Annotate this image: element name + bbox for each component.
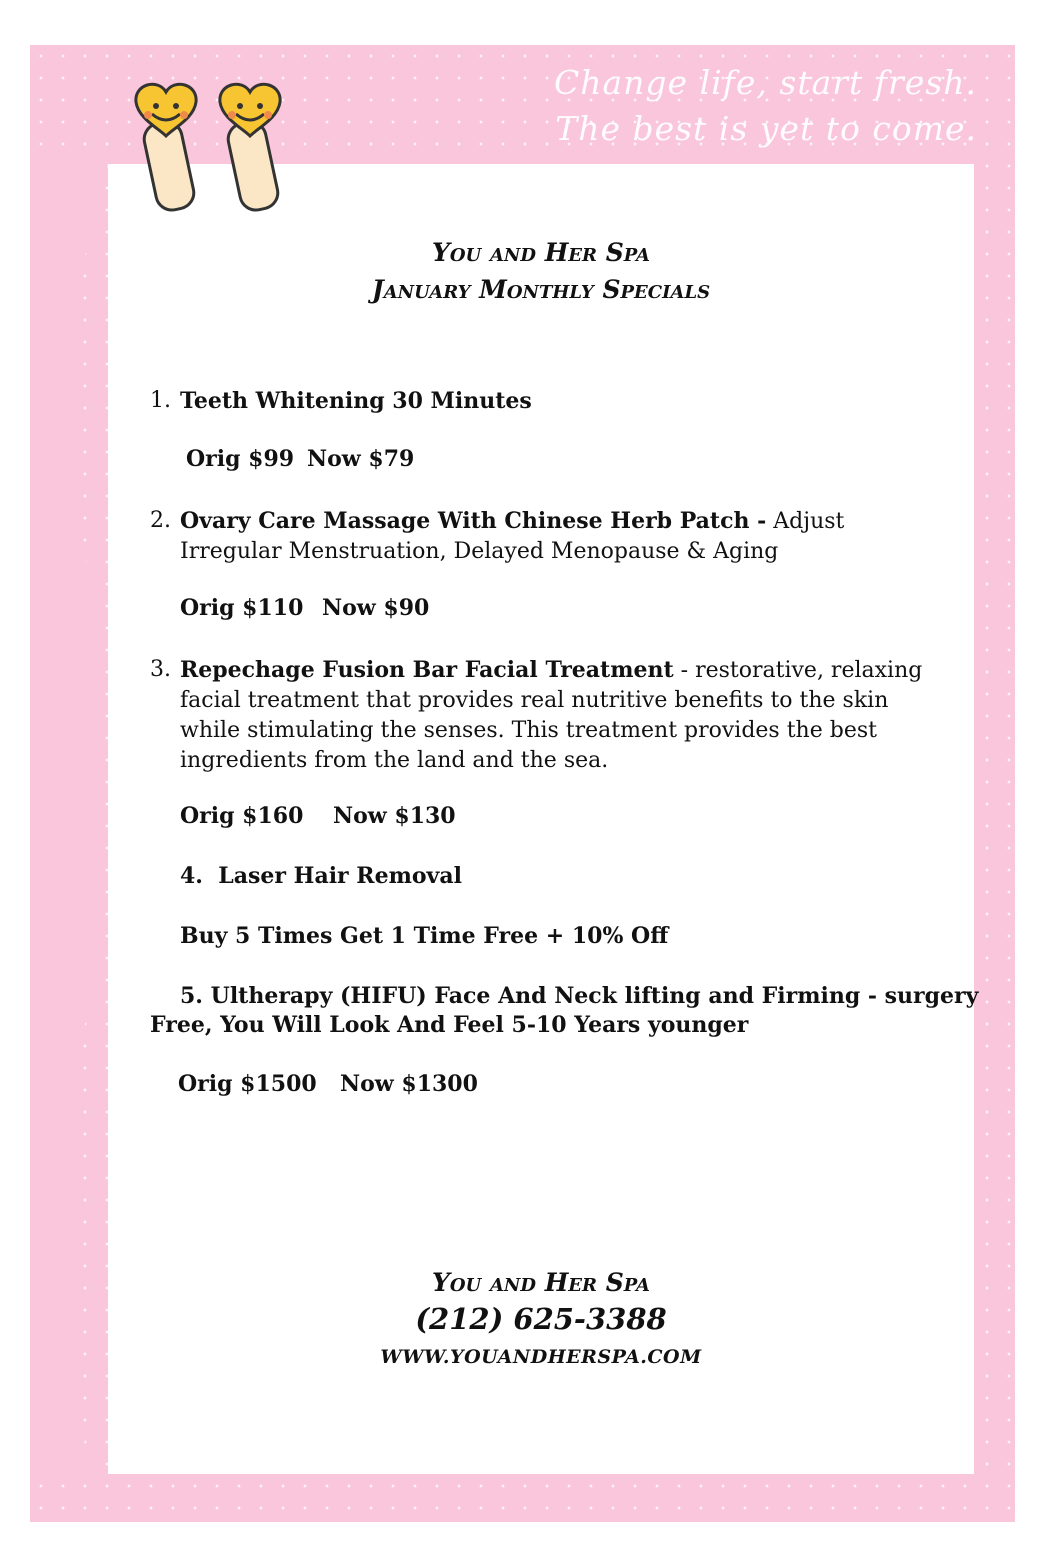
item-number: 1. xyxy=(150,388,171,413)
tagline-line1: Change life, start fresh. xyxy=(554,63,977,102)
orig-price: Orig $160 xyxy=(180,803,304,829)
special-item-5 xyxy=(180,983,978,1009)
spa-title: You and Her Spa xyxy=(432,238,650,267)
wave-border xyxy=(30,164,110,1474)
item-name: Repechage Fusion Bar Facial Treatment xyxy=(180,657,674,683)
item-description: - restorative, relaxing facial treatment that provides real nutritive benefits to the skin while stimulating the senses. This treatment provides the best ingredients from the land and the sea. xyxy=(180,658,923,773)
now-price: Now $79 xyxy=(307,446,415,472)
item-name-continued: Free, You Will Look And Feel 5-10 Years younger xyxy=(150,1012,749,1038)
item-name: Ovary Care Massage With Chinese Herb Patch - xyxy=(180,508,767,534)
footer-website: WWW.YOUANDHERSPA.COM xyxy=(380,1346,702,1368)
now-price: Now $130 xyxy=(333,803,456,829)
tagline xyxy=(554,60,977,152)
footer-phone: (212) 625-3388 xyxy=(415,1302,667,1336)
item-description: Adjust Irregular Menstruation, Delayed Menopause & Aging xyxy=(180,509,845,564)
item-number: 4. xyxy=(180,863,203,889)
offer-text: Buy 5 Times Get 1 Time Free + 10% Off xyxy=(180,923,669,949)
heart-clip-icon xyxy=(136,84,197,213)
item-number: 2. xyxy=(150,508,171,533)
orig-price: Orig $99 xyxy=(186,446,295,472)
item-number: 3. xyxy=(150,657,171,682)
orig-price: Orig $110 xyxy=(180,595,304,621)
special-item-4 xyxy=(180,863,462,889)
now-price: Now $1300 xyxy=(340,1071,478,1097)
specials-subtitle: January Monthly Specials xyxy=(371,275,711,304)
item-name: Teeth Whitening 30 Minutes xyxy=(180,388,532,414)
now-price: Now $90 xyxy=(322,595,430,621)
orig-price: Orig $1500 xyxy=(178,1071,317,1097)
tagline-line2: The best is yet to come. xyxy=(555,109,977,148)
heart-clips xyxy=(128,82,308,217)
item-name: Ultherapy (HIFU) Face And Neck lifting and Firming - surgery xyxy=(210,983,979,1009)
heart-clip-icon xyxy=(220,84,281,213)
item-name: Laser Hair Removal xyxy=(218,863,462,889)
item-number: 5. xyxy=(180,983,203,1009)
footer-spa-name: You and Her Spa xyxy=(432,1268,650,1297)
